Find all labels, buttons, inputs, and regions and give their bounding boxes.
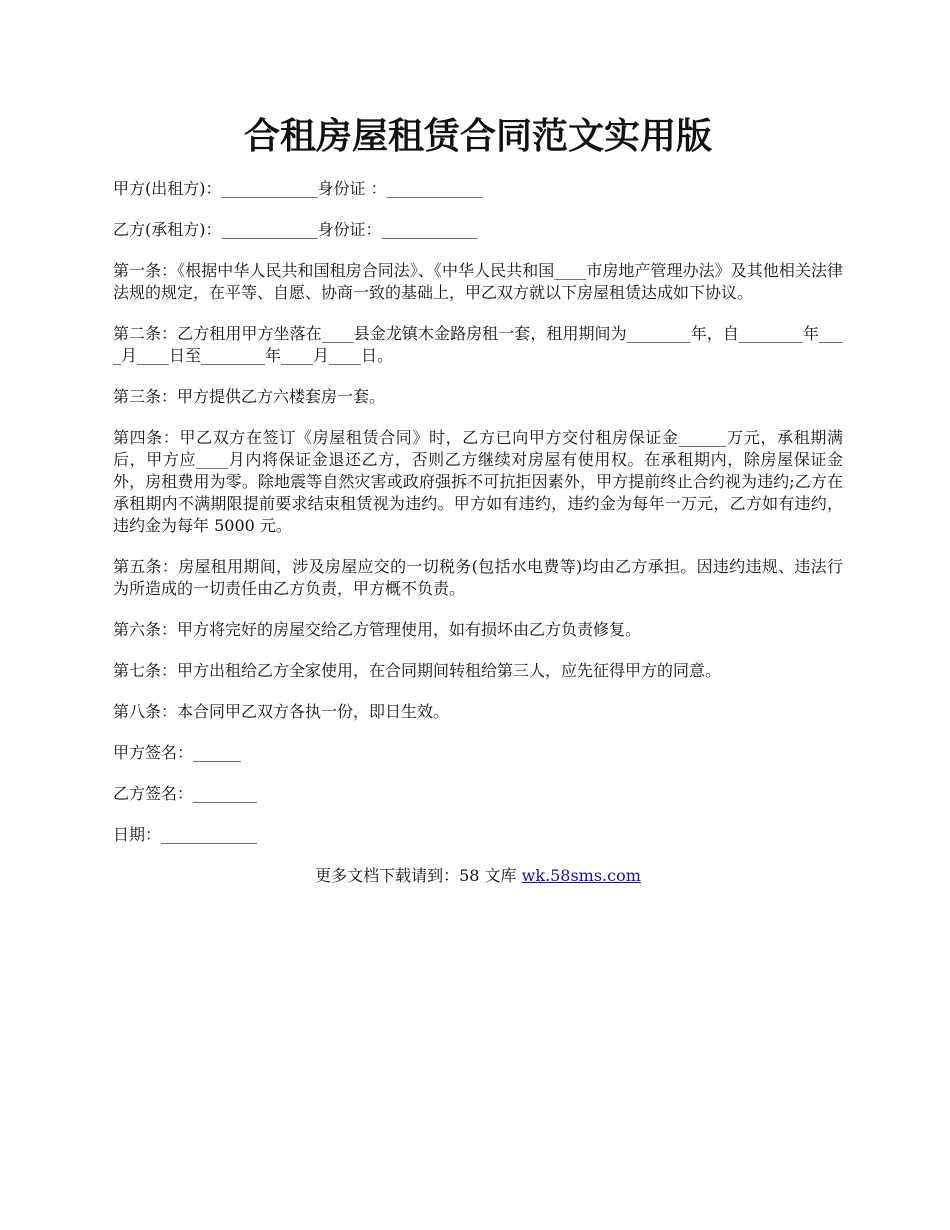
party-a-line: 甲方(出租方)：____________身份证 ：____________: [113, 179, 483, 198]
article-3: 第三条：甲方提供乙方六楼套房一套。: [113, 387, 386, 406]
article-1: 第一条：《根据中华人民共和国租房合同法》、《中华人民共和国____市房地产管理办法》及其他相关法律法规的规定，在平等、自愿、协商一致的基础上，甲乙双方就以下房屋租赁达成如下协议。: [113, 261, 843, 302]
signature-party-a: 甲方签名：______: [113, 743, 242, 762]
article-4: 第四条：甲乙双方在签订《房屋租赁合同》时，乙方已向甲方交付租房保证金______万元，承租期满后，甲方应____月内将保证金退还乙方，否则乙方继续对房屋有使用权。在承租期内，除房屋保证金外，房租费用为零。除地震等自然灾害或政府强拆不可抗拒因素外，甲方提前终止合约视为违约;乙方在承租期内不满期限提前要求结束租赁视为违约。甲方如有违约，违约金为每年一万元，乙方如有违约，违约金为每年 5000 元。: [113, 428, 843, 535]
document-title: 合租房屋租赁合同范文实用版: [243, 115, 712, 157]
article-7: 第七条：甲方出租给乙方全家使用，在合同期间转租给第三人，应先征得甲方的同意。: [113, 661, 722, 680]
signature-party-b: 乙方签名：________: [113, 784, 258, 803]
date-line: 日期：____________: [113, 825, 258, 844]
article-2: 第二条：乙方租用甲方坐落在____县金龙镇木金路房租一套，租用期间为________年，自________年____月____日至________年____月____日。: [113, 324, 843, 365]
article-5: 第五条：房屋租用期间，涉及房屋应交的一切税务(包括水电费等)均由乙方承担。因违约违规、违法行为所造成的一切责任由乙方负责，甲方概不负责。: [113, 557, 843, 598]
article-6: 第六条：甲方将完好的房屋交给乙方管理使用，如有损坏由乙方负责修复。: [113, 620, 642, 639]
party-b-line: 乙方(承租方)：____________身份证：____________: [113, 220, 478, 239]
footer: [113, 865, 843, 887]
article-8: 第八条：本合同甲乙双方各执一份，即日生效。: [113, 702, 450, 721]
document-page: [113, 108, 843, 887]
footer-link[interactable]: wk.58sms.com: [521, 866, 641, 885]
footer-prefix: 更多文档下载请到：58 文库: [315, 866, 522, 885]
